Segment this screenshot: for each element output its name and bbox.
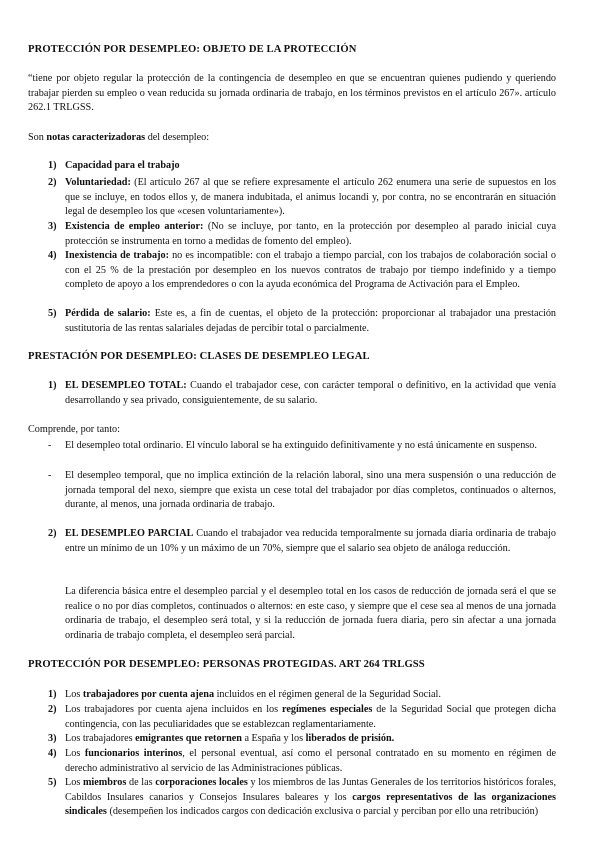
section-heading-objeto: PROTECCIÓN POR DESEMPLEO: OBJETO DE LA PROTECCIÓN xyxy=(28,44,357,55)
dash-item: - El desempleo temporal, que no implica extinción de la relación laboral, sino una mera suspensión o una reducción de jornada temporal del nexo, siempre que exista un cese total del trabajador por días completos, continuados o alternos, durante, al menos, una jornada ordinaria de trabajo. xyxy=(48,470,556,511)
difference-paragraph: La diferencia básica entre el desempleo parcial y el desempleo total en los casos de reducción de jornada será el que se realice o no por días completos, continuados o alternos: en este caso, y siempre que el cese sea al menos de una jornada ordinaria de trabajo, el desempleo será total, y si la reducción de jornada fuera diaria, pero sin afectar a una jornada ordinaria de trabajo completa, el desempleo será parcial. xyxy=(65,586,556,641)
comprende-label: Comprende, por tanto: xyxy=(28,424,120,435)
list-item: 1) EL DESEMPLEO TOTAL: Cuando el trabajador cese, con carácter temporal o definitivo, en la actividad que venía desarrollando y sea privado, consiguientemente, de su salario. xyxy=(48,380,556,406)
section-heading-personas: PROTECCIÓN POR DESEMPLEO: PERSONAS PROTEGIDAS. ART 264 TRLGSS xyxy=(28,659,425,670)
list-item: 2) Los trabajadores por cuenta ajena incluidos en los regímenes especiales de la Seguridad Social que protegen dicha contingencia, con las peculiaridades que se establezcan reglamentariamente. xyxy=(48,704,556,730)
notas-intro: Son notas caracterizadoras del desempleo: xyxy=(28,132,210,143)
list-item: 4) Los funcionarios interinos, el personal eventual, así como el personal contratado en su momento en régimen de derecho administrativo al servicio de las Administraciones públicas. xyxy=(48,748,557,774)
list-item: 3) Los trabajadores emigrantes que retornen a España y los liberados de prisión. xyxy=(48,733,395,744)
list-item: 2) EL DESEMPLEO PARCIAL Cuando el trabajador vea reducida temporalmente su jornada diaria ordinaria de trabajo entre un mínimo de un 10% y un máximo de un 70%, siempre que el salario sea objeto de análoga reducción. xyxy=(48,528,557,554)
list-item: 4) Inexistencia de trabajo: no es incompatible: con el trabajo a tiempo parcial, con los trabajos de colaboración social o con el 25 % de la prestación por desempleo en los nuevos contratos de trabajo por tiempo indefinido y a tiempo completo de apoyo a los emprendedores o con la ayuda económica del Programa de Activación para el Empleo. xyxy=(48,250,556,291)
list-item: 5) Los miembros de las corporaciones locales y los miembros de las Juntas Generales de los territorios históricos forales, Cabildos Insulares canarios y Consejos Insulares baleares y los cargos representativos de las organizaciones sindicales (desempeñen los indicados cargos con dedicación exclusiva o parcial y perciban por ello una retribución) xyxy=(48,777,557,818)
list-item: 1) Los trabajadores por cuenta ajena incluidos en el régimen general de la Seguridad Social. xyxy=(48,689,441,700)
list-item: 1) Capacidad para el trabajo xyxy=(48,160,180,171)
list-item: 2) Voluntariedad: (El artículo 267 al que se refiere expresamente el artículo 262 enumera una serie de supuestos en los que se incluye, en todos ellos y, de manera indubitada, el animus locandi y, por contra, no se encontrarán en situación legal de desempleo los que «cesen voluntariamente»). xyxy=(48,177,556,218)
list-item: 5) Pérdida de salario: Este es, a fin de cuentas, el objeto de la protección: proporcionar al trabajador una prestación sustitutoria de las rentas salariales dejadas de percibir total o parcialmente. xyxy=(48,308,557,334)
dash-item: - El desempleo total ordinario. El vínculo laboral se ha extinguido definitivamente y no está únicamente en suspenso. xyxy=(48,440,537,451)
list-item: 3) Existencia de empleo anterior: (No se incluye, por tanto, en la protección por desempleo al parado inicial cuya protección se instrumenta en torno a medidas de fomento del empleo). xyxy=(48,221,556,247)
definition-paragraph: “tiene por objeto regular la protección de la contingencia de desempleo en que se encuentran quienes pudiendo y queriendo trabajar pierden su empleo o vean reducida su jornada ordinaria de trabajo, en los términos previstos en el artículo 267». artículo 262.1 TRLGSS. xyxy=(28,73,556,114)
section-heading-clases: PRESTACIÓN POR DESEMPLEO: CLASES DE DESEMPLEO LEGAL xyxy=(28,351,370,362)
